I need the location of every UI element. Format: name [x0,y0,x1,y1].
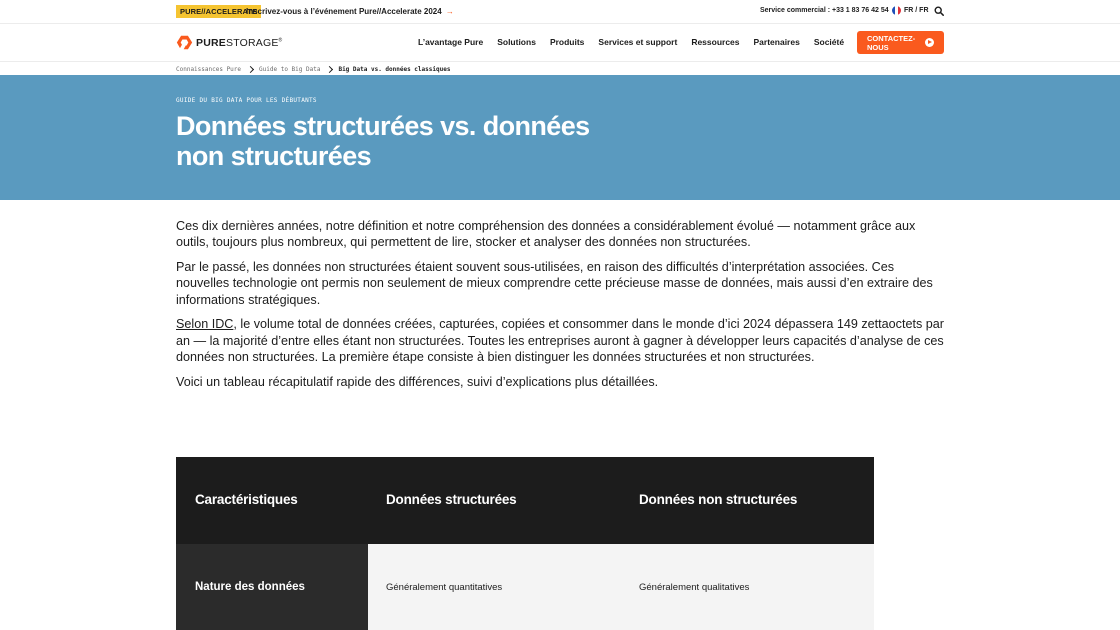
paragraph-3 [176,316,946,365]
contact-button-label-2: NOUS [867,43,889,52]
chevron-right-icon [247,66,254,73]
breadcrumb-current: Big Data vs. données classiques [338,66,451,73]
table-row [176,544,874,630]
paragraph-1: Ces dix dernières années, notre définition et notre compréhension des données a considérablement évolué — notamment grâce aux outils, toujours plus nombreux, qui permettent de lire, stocker et analyser des données non structurées. [176,219,916,250]
paragraph-3-text: , le volume total de données créées, capturées, copiées et consommer dans le monde d’ici 2024 dépassera 149 zettaoctets par an — la majorité d’entre elles étant non structurées. Toutes les entreprises auront à gagner à développer leurs capacités d’analyse de ces données non structurées. La première étape consiste à bien distinguer les données structurées et non structurées. [176,317,944,365]
logo-wordmark [196,37,282,49]
nav-item-avantage[interactable]: L’avantage Pure [418,37,484,47]
language-selector[interactable] [892,6,929,15]
arrow-right-icon: → [445,7,454,16]
paragraph-2: Par le passé, les données non structurées étaient souvent sous-utilisées, en raison des difficultés d’interprétation associées. Ces nouvelles technologie ont permis non seulement de mieux comprendre cette précieuse masse de données, mais aussi d’en extraire des informations stratégiques. [176,260,933,307]
accelerate-badge: PURE//ACCELERATE [176,5,261,18]
contact-button-label-1: CONTACTEZ- [867,34,916,43]
nav-item-ressources[interactable]: Ressources [691,37,740,47]
table-header-cell: Données structurées [386,492,517,507]
table-cell: Généralement qualitatives [621,544,874,630]
logo-wordmark-light: STORAGE [225,36,279,49]
primary-nav [418,37,858,47]
logo-registered-mark: ® [278,37,283,43]
paragraph-4: Voici un tableau récapitulatif rapide des différences, suivi d’explications plus détaillées. [176,374,659,389]
promo-bar [0,0,1120,24]
breadcrumb-item-connaissances[interactable]: Connaissances Pure [176,66,242,73]
table-header-cell: Caractéristiques [195,492,298,507]
main-header [0,24,1120,62]
hero-eyebrow: GUIDE DU BIG DATA POUR LES DÉBUTANTS [176,97,317,104]
chevron-right-icon [326,66,333,73]
promo-text: Inscrivez-vous à l’événement Pure//Accelerate 2024 [246,7,442,16]
idc-link[interactable]: Selon IDC [176,317,234,332]
language-label: FR / FR [904,7,929,14]
page-title: Données structurées vs. données non structurées [176,111,590,171]
logo-wordmark-bold: PURE [196,36,226,49]
sales-phone-link[interactable]: Service commercial : +33 1 83 76 42 54 [760,7,889,14]
article-body [176,218,946,399]
nav-item-societe[interactable]: Société [813,37,845,47]
table-row-label: Nature des données [176,544,368,630]
arrow-circle-icon [925,38,934,47]
hero-banner [0,75,1120,200]
promo-link[interactable] [246,6,454,17]
pure-storage-logo-icon [176,34,193,51]
nav-item-solutions[interactable]: Solutions [497,37,536,47]
nav-item-services[interactable]: Services et support [598,37,678,47]
contact-button[interactable] [857,31,944,54]
comparison-table [176,457,874,630]
table-header [176,457,874,544]
breadcrumb-item-guide[interactable]: Guide to Big Data [259,66,321,73]
nav-item-produits[interactable]: Produits [549,37,585,47]
nav-item-partenaires[interactable]: Partenaires [753,37,800,47]
breadcrumb [176,64,450,75]
pure-storage-logo[interactable] [176,34,282,51]
table-cell: Généralement quantitatives [368,544,621,630]
table-header-cell: Données non structurées [639,492,798,507]
search-icon[interactable] [934,6,944,16]
france-flag-icon [892,6,901,15]
